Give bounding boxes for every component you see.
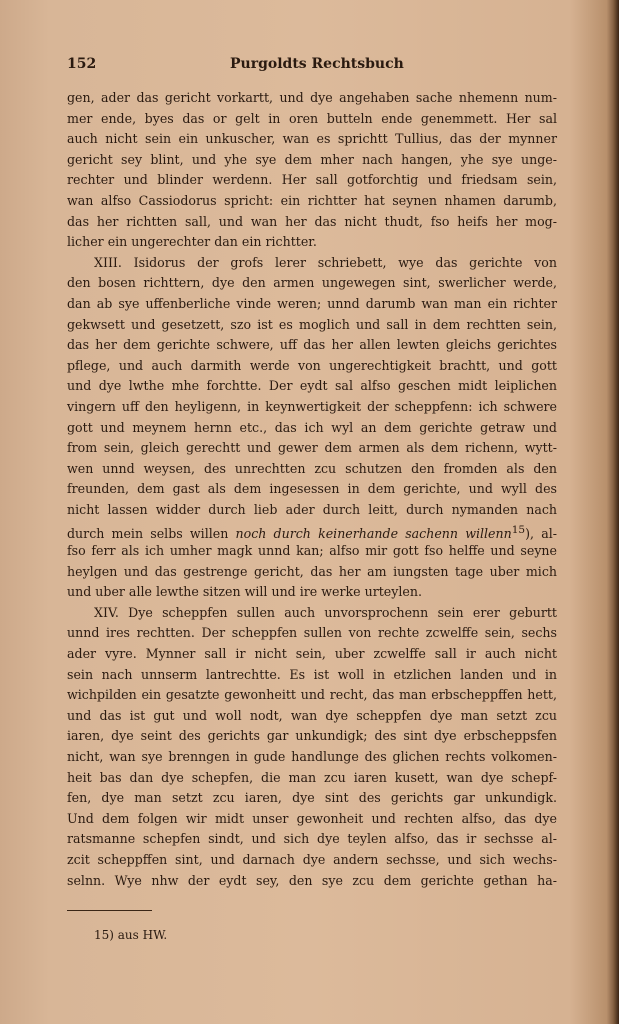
text-line: den bosen richttern, dye den armen ungewegen sint, swerlicher werde, xyxy=(67,275,557,291)
page-edge xyxy=(613,0,619,1024)
text-line: zcit scheppffen sint, und darnach dye andern sechsse, und sich wechs- xyxy=(67,851,557,867)
text-line: heit bas dan dye schepfen, die man zcu iaren kusett, wan dye schepf- xyxy=(67,769,557,785)
text-line: vingern uff den heyligenn, in keynwertigkeit der scheppfenn: ich schwere xyxy=(67,398,557,414)
section-xiv-start: XIV. Dye scheppfen sullen auch unvorsprochenn sein erer geburtt xyxy=(94,604,557,620)
text-line: ader vyre. Mynner sall ir nicht sein, uber zcwelffe sall ir auch nicht xyxy=(67,646,557,662)
text-line: auch nicht sein ein unkuscher, wan es sprichtt Tullius, das der mynner xyxy=(67,131,557,147)
text-line: unnd ires rechtten. Der scheppfen sullen von rechte zcwelffe sein, sechs xyxy=(67,625,557,641)
text-line: selnn. Wye nhw der eydt sey, den sye zcu dem gerichte gethan ha- xyxy=(67,872,557,888)
text-line: gen, ader das gericht vorkartt, und dye angehaben sache nhemenn num- xyxy=(67,90,557,105)
text-line: rechter und blinder werdenn. Her sall gotforchtig und friedsam sein, xyxy=(67,172,557,188)
text-line: das her richtten sall, und wan her das nicht thudt, fso heifs her mog- xyxy=(67,213,557,229)
text-line: gott und meynem hernn etc., das ich wyl an dem gerichte getraw und xyxy=(67,419,557,435)
text-line: und uber alle lewthe sitzen will und ire werke urteylen. xyxy=(67,584,422,600)
text-line: das her dem gerichte schwere, uff das her allen lewten gleichs gerichtes xyxy=(67,337,557,353)
text-line: iaren, dye seint des gerichts gar unkundigk; des sint dye erbscheppsfen xyxy=(67,728,557,744)
footnote: 15) aus HW. xyxy=(94,928,168,942)
text-line: gericht sey blint, und yhe sye dem mher nach hangen, yhe sye unge- xyxy=(67,151,557,167)
footnote-rule xyxy=(67,910,152,911)
text-line: gekwsett und gesetzett, szo ist es moglich und sall in dem rechtten sein, xyxy=(67,316,557,332)
page-number: 152 xyxy=(67,56,97,72)
text-line: fso ferr als ich umher magk unnd kan; alfso mir gott fso helffe und seyne xyxy=(67,543,557,559)
text-line: und dye lwthe mhe forchtte. Der eydt sal alfso geschen midt leiplichen xyxy=(67,378,557,394)
italic-phrase: noch durch keinerhande sachenn willenn xyxy=(235,526,512,542)
page-header xyxy=(67,56,557,78)
text-line: sein nach unnserm lantrechtte. Es ist woll in etzlichen landen und in xyxy=(67,666,557,682)
running-title: Purgoldts Rechtsbuch xyxy=(230,56,404,72)
text-line: wan alfso Cassiodorus spricht: ein richtter hat seynen nhamen darumb, xyxy=(67,192,557,208)
text-line: wichpilden ein gesatzte gewonheitt und recht, das man erbscheppffen hett, xyxy=(67,687,557,703)
text-line: licher ein ungerechter dan ein richtter. xyxy=(67,234,317,250)
body-text xyxy=(67,88,557,891)
text-line-italic xyxy=(67,520,557,541)
line-end: ), al- xyxy=(525,526,557,542)
text-line: fen, dye man setzt zcu iaren, dye sint des gerichts gar unkundigk. xyxy=(67,790,557,806)
text-line: ratsmanne schepfen sindt, und sich dye teylen alfso, das ir sechsse al- xyxy=(67,831,557,847)
text-line: from sein, gleich gerechtt und gewer dem armen als dem richenn, wytt- xyxy=(67,440,557,456)
footnote-reference: 15 xyxy=(511,524,526,537)
text-line: dan ab sye uffenberliche vinde weren; unnd darumb wan man ein richter xyxy=(67,295,557,311)
text-line: wen unnd weysen, des unrechtten zcu schutzen den fromden als den xyxy=(67,460,557,476)
section-xiii-start: XIII. Isidorus der grofs lerer schriebett, wye das gerichte von xyxy=(94,254,557,270)
text-line: mer ende, byes das or gelt in oren butteln ende genemmett. Her sal xyxy=(67,110,557,126)
text-line: und das ist gut und woll nodt, wan dye scheppfen dye man setzt zcu xyxy=(67,707,557,723)
text-line: heylgen und das gestrenge gericht, das her am iungsten tage uber mich xyxy=(67,563,557,579)
text-line: Und dem folgen wir midt unser gewonheit und rechten alfso, das dye xyxy=(67,810,557,826)
text-line: nicht lassen widder durch lieb ader durch leitt, durch nymanden nach xyxy=(67,501,557,517)
line-start: durch mein selbs willen xyxy=(67,526,229,542)
text-line: freunden, dem gast als dem ingesessen in dem gerichte, und wyll des xyxy=(67,481,557,497)
text-line: pflege, und auch darmith werde von ungerechtigkeit brachtt, und gott xyxy=(67,357,557,373)
text-line: nicht, wan sye brenngen in gude handlunge des glichen rechts volkomen- xyxy=(67,749,557,764)
